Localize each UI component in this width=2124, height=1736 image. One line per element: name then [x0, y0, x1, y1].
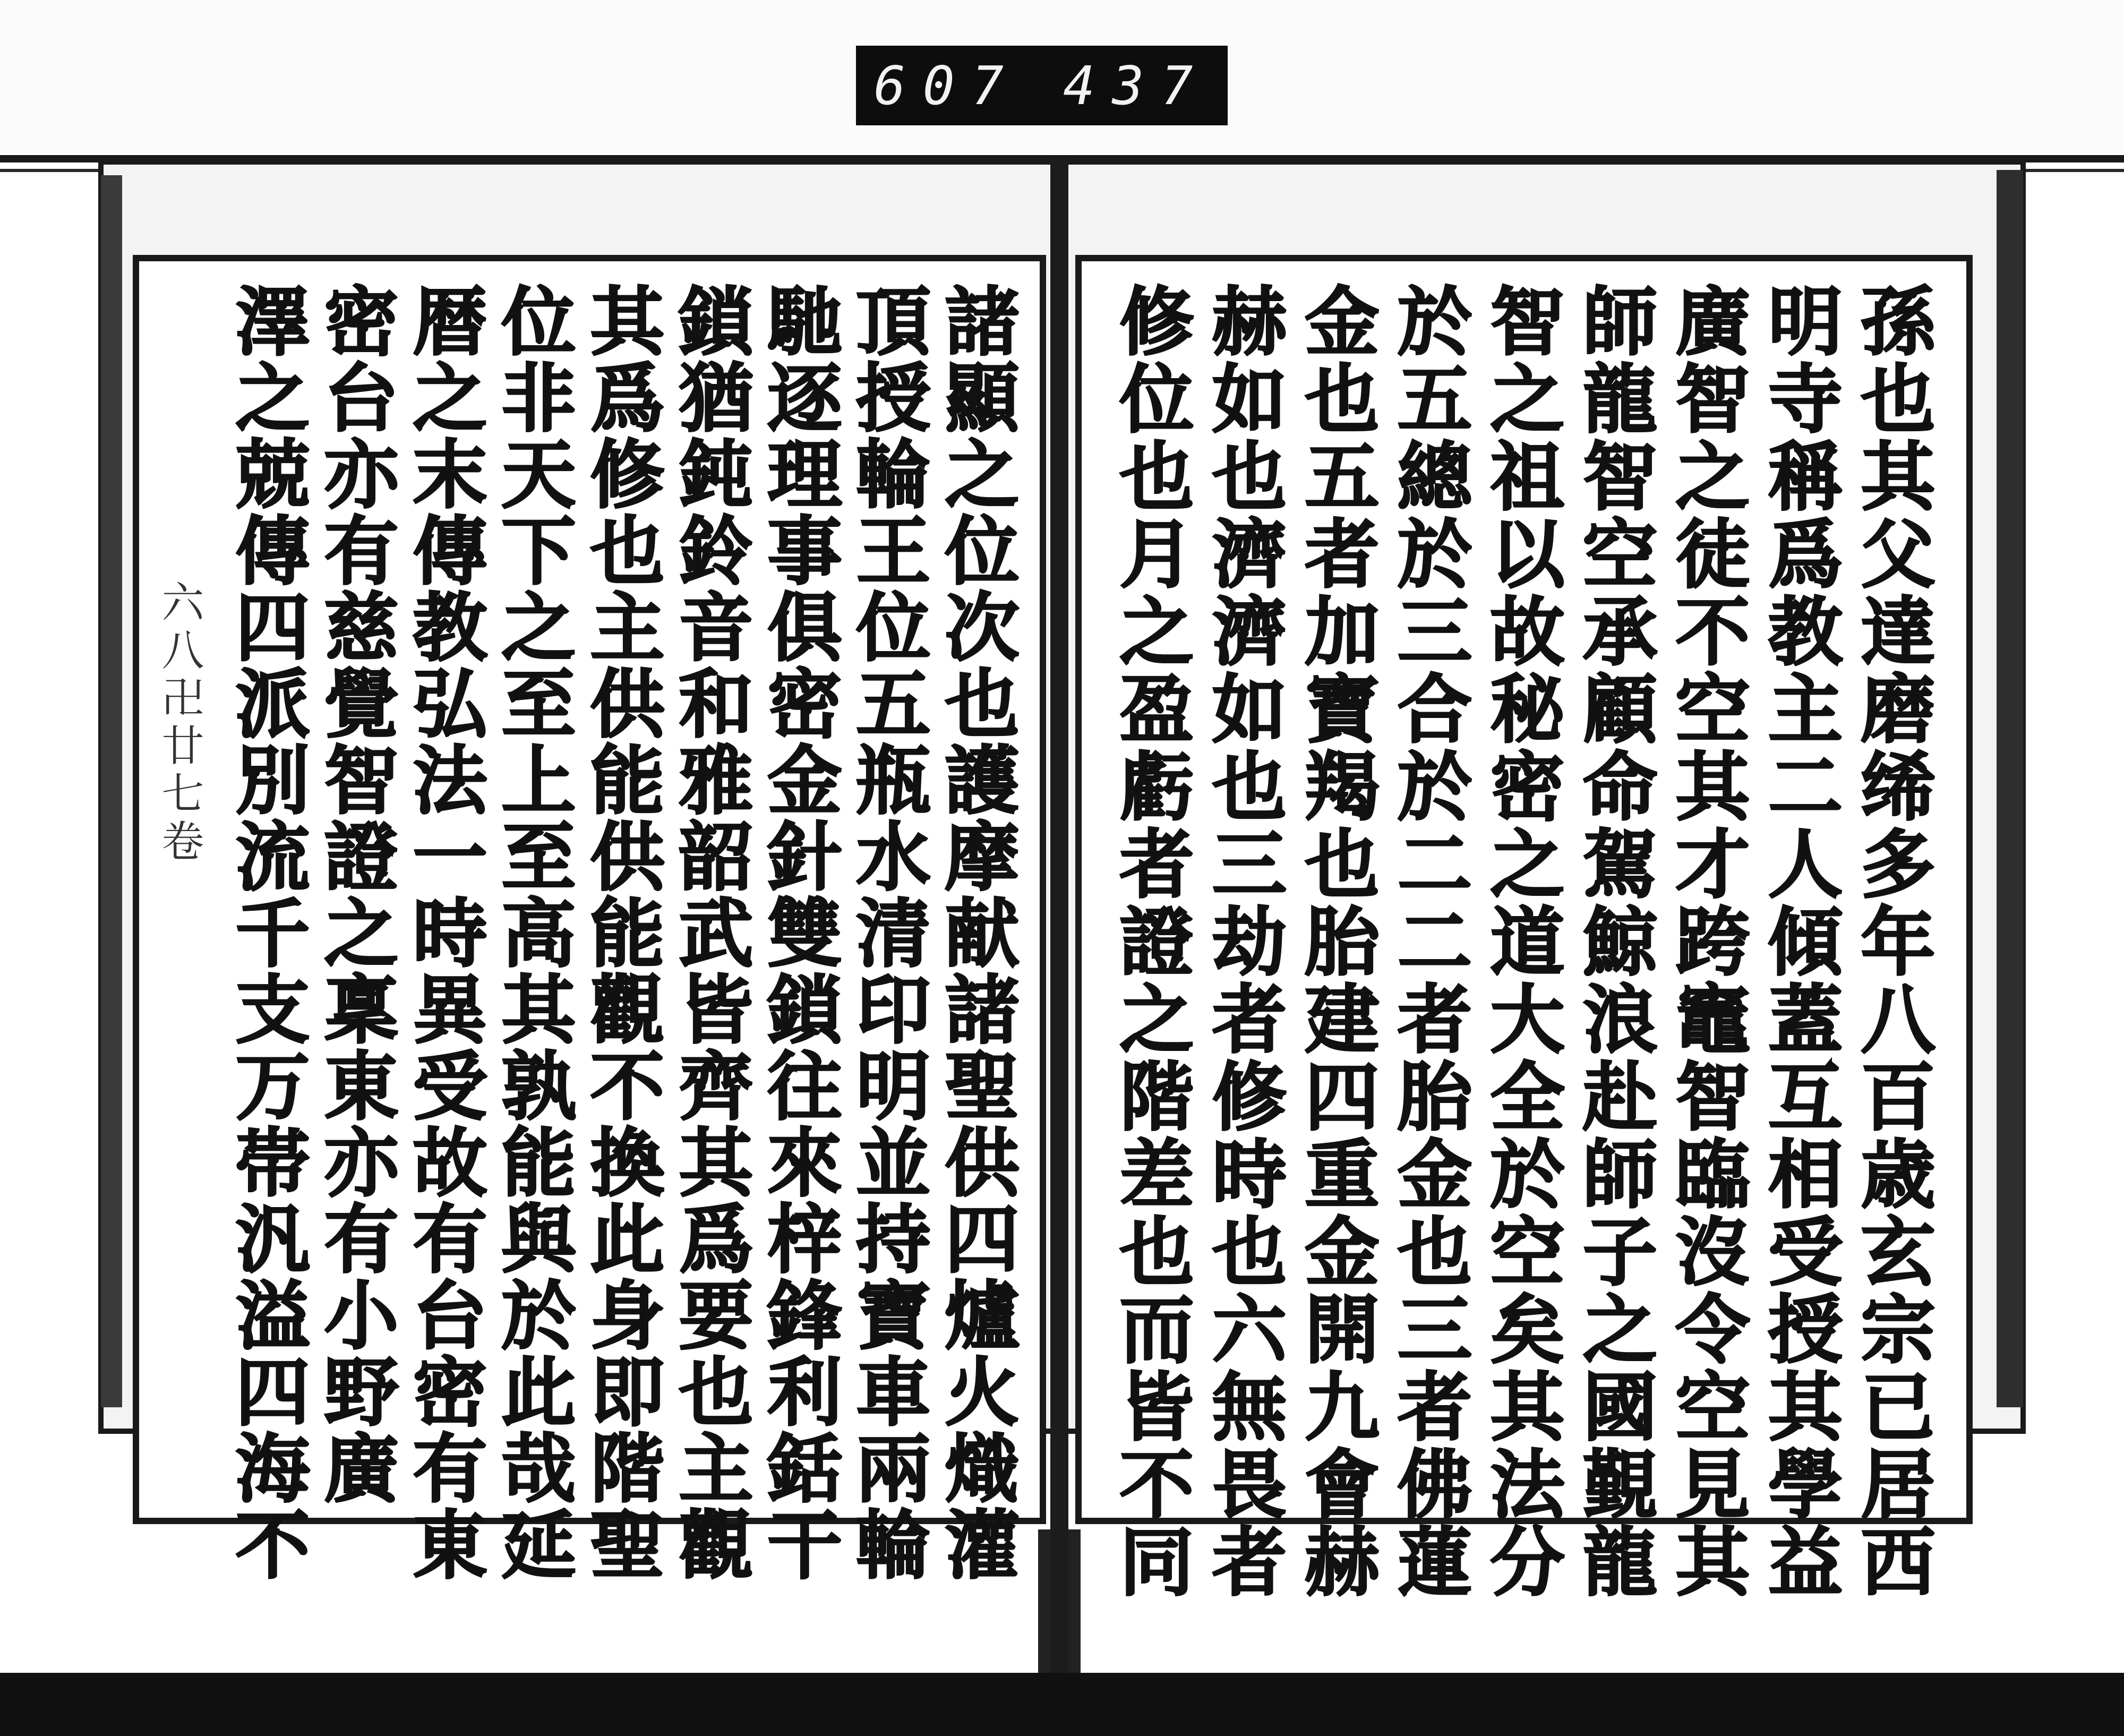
- frame-number-left: 607: [873, 54, 1021, 117]
- right-page: [1075, 255, 1973, 1601]
- text-column: 明寺稱爲教主二人傾蓋互相受授其學益: [1755, 283, 1843, 1601]
- left-page-text: [208, 283, 1034, 1583]
- text-column: 赫如也濟濟如也三劫者修時也六無畏者: [1200, 283, 1287, 1601]
- marginal-note: 六八卍廿七卷: [155, 580, 204, 867]
- text-column: 鎖猶鈍鈴音和雅韶武皆齊其爲要也主觀: [666, 283, 753, 1583]
- text-column: 密台亦有慈覺智證之稟東亦有小野廣: [312, 283, 399, 1506]
- text-column: 位非天下之至上至高其孰能與於此哉延: [489, 283, 576, 1583]
- text-column: 暦之末傳教弘法一時異受故有台密有東: [400, 283, 487, 1583]
- left-page: [133, 255, 1046, 1583]
- frame-number-right: 437: [1063, 54, 1210, 117]
- text-column: 頂授輪王位五瓶水清印明並持寶車兩輪: [844, 283, 931, 1583]
- book-gutter: [1050, 159, 1068, 1699]
- text-column: 於五總於三合於二二者胎金也三者佛蓮: [1385, 283, 1472, 1601]
- text-column: 金也五者加寶羯也胎建四重金開九會赫: [1292, 283, 1380, 1601]
- microfilm-frame-label: [856, 46, 1228, 125]
- text-column: 諸顯之位次也護摩献諸聖供四爐火熾灌: [932, 283, 1020, 1583]
- book-edge-left: [101, 175, 122, 1407]
- right-page-text: [1092, 283, 1950, 1601]
- text-column: 修位也月之盈虧者證之階差也而皆不同: [1107, 283, 1194, 1601]
- text-column: 馳逐理事俱密金針雙鎖往來梓鋒利銛干: [755, 283, 842, 1583]
- text-column: 澤之兢傳四派別流千支万帯汎溢四海不: [223, 283, 310, 1583]
- book-edge-right: [1997, 170, 2023, 1407]
- text-column: 廣智之徒不空其才跨竈智臨沒令空見其: [1663, 283, 1750, 1601]
- text-column: 智之祖以故秘密之道大全於空矣其法分: [1478, 283, 1565, 1601]
- text-column: 孫也其父達磨𫄨多年八百歳玄宗已居西: [1848, 283, 1935, 1601]
- text-column: 師龍智空承顧命駕鯨浪赴師子之國覲龍: [1570, 283, 1658, 1601]
- scan-bottom-band: [0, 1673, 2124, 1736]
- text-column: 其爲修也主供能供能觀不換此身即階聖: [578, 283, 665, 1583]
